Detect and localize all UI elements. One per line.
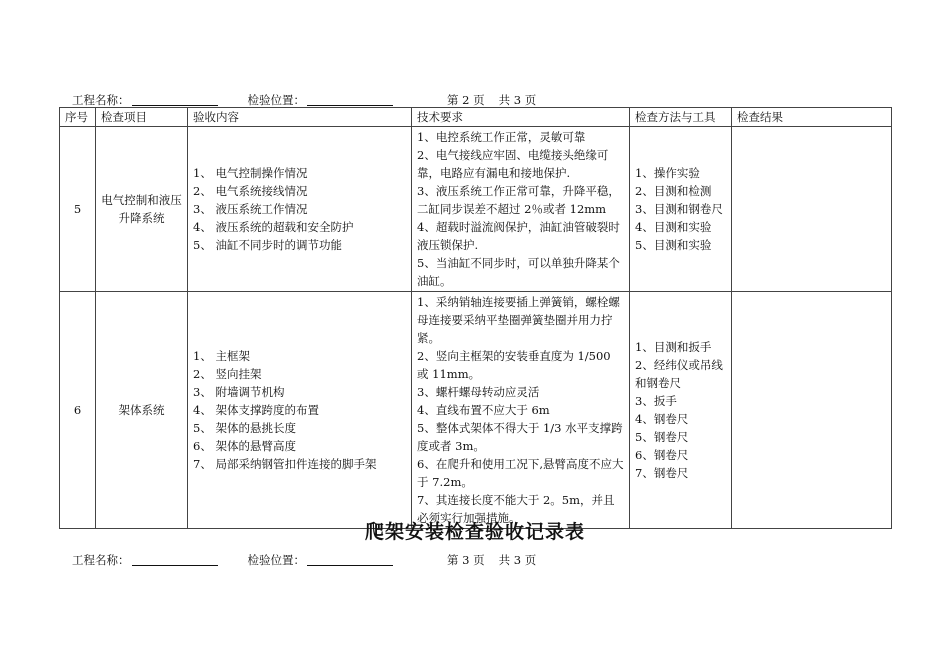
row-number: 5	[60, 127, 96, 292]
table-header-row	[60, 108, 892, 127]
requirement-line: 1、采纳销轴连接要插上弹簧销，螺栓螺母连接要采纳平垫圈弹簧垫圈并用力拧紧。	[417, 295, 620, 345]
content-line: 4、 架体支撑跨度的布置	[193, 403, 319, 417]
row-method	[630, 292, 732, 529]
row-content	[188, 292, 412, 529]
row-result-cell[interactable]	[732, 292, 892, 529]
requirement-line: 1、电控系统工作正常，灵敏可靠	[417, 130, 586, 144]
content-line: 5、 油缸不同步时的调节功能	[193, 238, 342, 252]
row-item: 电气控制和液压升降系统	[96, 127, 188, 292]
page-indicator	[447, 552, 536, 568]
method-line: 2、目测和检测	[635, 184, 712, 198]
content-line: 1、 电气控制操作情况	[193, 166, 308, 180]
row-requirements	[412, 127, 630, 292]
project-name-label: 工程名称：	[72, 93, 130, 107]
project-name-label: 工程名称：	[72, 553, 130, 567]
method-line: 1、目测和扳手	[635, 340, 712, 354]
page-header-bottom	[72, 552, 536, 568]
col-header-no: 序号	[60, 108, 96, 127]
page-total: 共 3 页	[498, 553, 537, 567]
content-line: 3、 附墙调节机构	[193, 385, 285, 399]
requirement-line: 4、直线布置不应大于 6m	[417, 403, 550, 417]
method-line: 5、钢卷尺	[635, 430, 689, 444]
method-line: 3、扳手	[635, 394, 677, 408]
content-line: 6、 架体的悬臂高度	[193, 439, 296, 453]
col-header-result: 检查结果	[732, 108, 892, 127]
project-name-blank[interactable]	[132, 554, 218, 566]
table-row	[60, 127, 892, 292]
requirement-line: 3、螺杆螺母转动应灵活	[417, 385, 540, 399]
requirement-line: 2、电气接线应牢固、电缆接头绝缘可靠，电路应有漏电和接地保护.	[417, 148, 609, 180]
method-line: 5、目测和实验	[635, 238, 712, 252]
inspection-location-label: 检验位置：	[247, 553, 305, 567]
method-line: 4、目测和实验	[635, 220, 712, 234]
method-line: 6、钢卷尺	[635, 448, 689, 462]
page-total: 共 3 页	[498, 93, 537, 107]
method-line: 3、目测和钢卷尺	[635, 202, 723, 216]
col-header-method: 检查方法与工具	[630, 108, 732, 127]
project-name-blank[interactable]	[132, 94, 218, 106]
page-number: 第 3 页	[447, 553, 485, 567]
requirement-line: 4、超载时溢流阀保护，油缸油管破裂时液压锁保护.	[417, 220, 620, 252]
page-header-top	[72, 92, 536, 108]
col-header-item: 检查项目	[96, 108, 188, 127]
method-line: 1、操作实验	[635, 166, 700, 180]
method-line: 2、经纬仪或吊线和钢卷尺	[635, 358, 723, 390]
document-title: 爬架安装检查验收记录表	[364, 521, 585, 543]
content-line: 5、 架体的悬挑长度	[193, 421, 296, 435]
page-indicator	[447, 92, 536, 108]
method-line: 7、钢卷尺	[635, 466, 689, 480]
row-requirements	[412, 292, 630, 529]
requirement-line: 5、整体式架体不得大于 1/3 水平支撑跨度或者 3m。	[417, 421, 623, 453]
inspection-location-blank[interactable]	[307, 94, 393, 106]
content-line: 2、 竖向挂架	[193, 367, 262, 381]
inspection-location-field	[248, 92, 394, 108]
requirement-line: 7、其连接长度不能大于 2。5m，并且必须实行加强措施。	[417, 493, 615, 525]
content-line: 1、 主框架	[193, 349, 250, 363]
col-header-content: 验收内容	[188, 108, 412, 127]
method-line: 4、钢卷尺	[635, 412, 689, 426]
row-number: 6	[60, 292, 96, 529]
content-line: 4、 液压系统的超载和安全防护	[193, 220, 354, 234]
row-result-cell[interactable]	[732, 127, 892, 292]
requirement-line: 3、液压系统工作正常可靠，升降平稳，二缸同步误差不超过 2％或者 12mm	[417, 184, 620, 216]
content-line: 3、 液压系统工作情况	[193, 202, 308, 216]
col-header-requirements: 技术要求	[412, 108, 630, 127]
project-name-field	[72, 92, 218, 108]
inspection-location-blank[interactable]	[307, 554, 393, 566]
project-name-field	[72, 552, 218, 568]
row-content	[188, 127, 412, 292]
row-item: 架体系统	[96, 292, 188, 529]
inspection-location-field	[248, 552, 394, 568]
inspection-location-label: 检验位置：	[247, 93, 305, 107]
page-number: 第 2 页	[447, 93, 485, 107]
table-row	[60, 292, 892, 529]
inspection-table	[59, 107, 892, 529]
row-method	[630, 127, 732, 292]
requirement-line: 5、当油缸不同步时，可以单独升降某个油缸。	[417, 256, 620, 288]
requirement-line: 2、竖向主框架的安装垂直度为 1/500 或 11mm。	[417, 349, 611, 381]
content-line: 7、 局部采纳钢管扣件连接的脚手架	[193, 457, 377, 471]
content-line: 2、 电气系统接线情况	[193, 184, 308, 198]
requirement-line: 6、在爬升和使用工况下,悬臂高度不应大于 7.2m。	[417, 457, 624, 489]
